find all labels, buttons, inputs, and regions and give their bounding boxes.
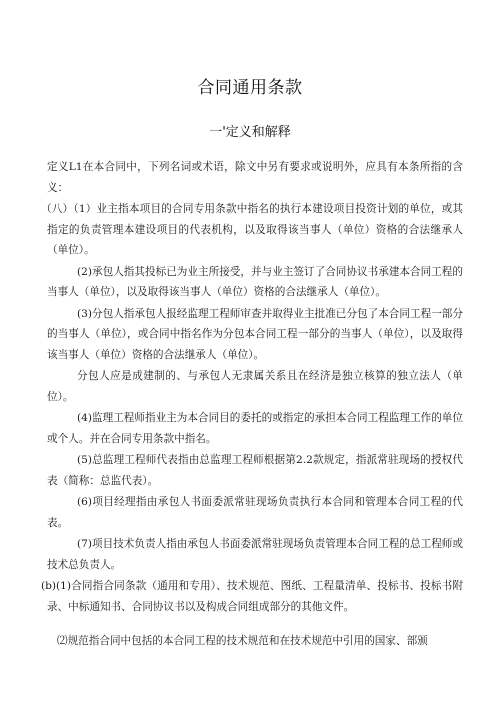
- paragraph: (5)总监理工程师代表指由总监理工程师根据第2.2款规定，指派常驻现场的授权代表（简称：总监代表）。: [47, 454, 463, 487]
- paragraph: (2)承包人指其投标已为业主所接受，并与业主签订了合同协议书承建本合同工程的当事人（单位），以及取得该当事人（单位）资格的合法继承人（单位）。: [47, 265, 463, 298]
- paragraph: (6)项目经理指由承包人书面委派常驻现场负责执行本合同和管理本合同工程的代表。: [47, 496, 463, 529]
- paragraph: (3)分包人指承包人报经监理工程师审查并取得业主批准已分包了本合同工程一部分的当事人（单位），或合同中指名作为分包本合同工程一部分的当事人（单位），以及取得该当事人（单位）资格的合法继承人（单位）。: [47, 307, 463, 361]
- section-title: 一'定义和解释: [209, 125, 291, 140]
- document-title: 合同通用条款: [197, 78, 303, 98]
- paragraph: (7)项目技术负责人指由承包人书面委派常驻现场负责管理本合同工程的总工程师或技术总负责人。: [47, 538, 463, 571]
- document-body: [41, 157, 463, 653]
- paragraph: 定义L1在本合同中，下列名词或术语，除文中另有要求或说明外，应具有本条所指的含义：: [47, 161, 463, 194]
- paragraph: （八）（1）业主指本项目的合同专用条款中指名的执行本建设项目投资计划的单位，或其指定的负责管理本建设项目的代表机构，以及取得该当事人（单位）资格的合法继承人（单位）。: [41, 203, 463, 256]
- paragraph: (b)(1)合同指合同条款（通用和专用）、技术规范、图纸、工程量清单、投标书、投标书附录、中标通知书、合同协议书以及构成合同组成部分的其他文件。: [41, 580, 463, 613]
- paragraph: (4)监理工程师指业主为本合同目的委托的或指定的承担本合同工程监理工作的单位或个人。并在合同专用条款中指名。: [47, 412, 463, 445]
- paragraph: ⑵规范指合同中包括的本合同工程的技术规范和在技术规范中引用的国家、部颁: [57, 635, 428, 647]
- paragraph: 分包人应是成建制的、与承包人无隶属关系且在经济是独立核算的独立法人（单位）。: [47, 370, 463, 403]
